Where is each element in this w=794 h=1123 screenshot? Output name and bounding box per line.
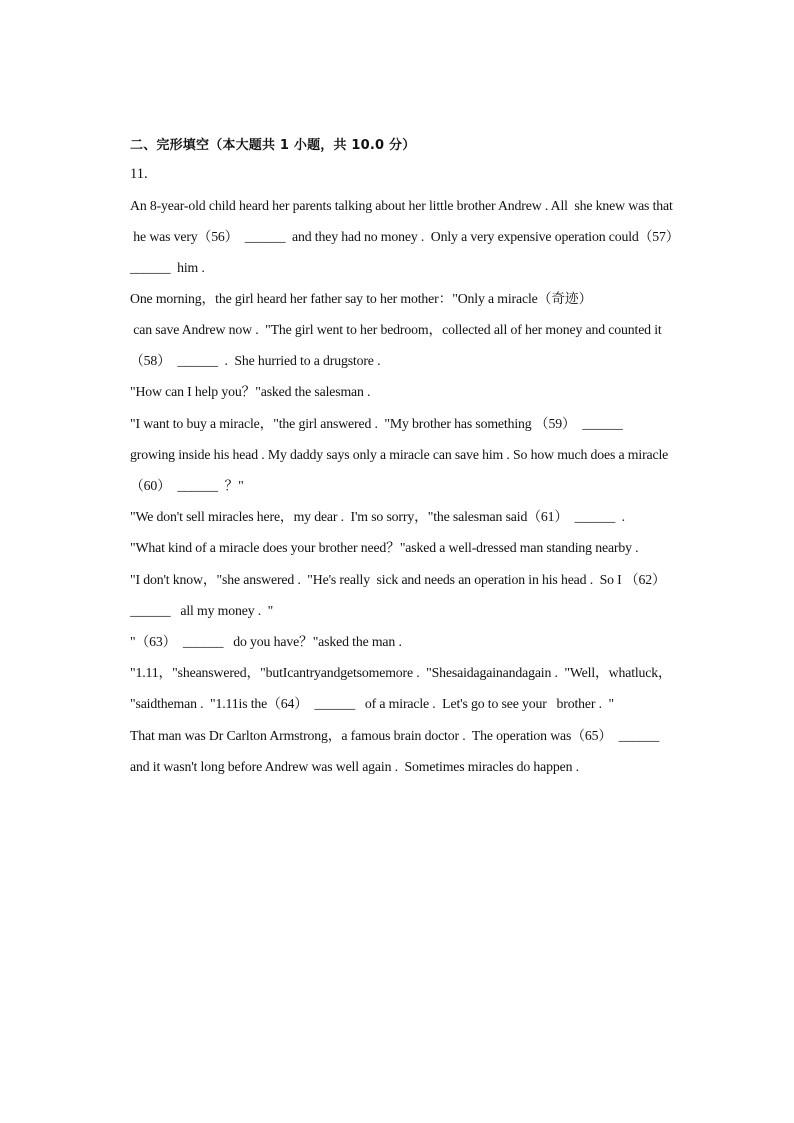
passage-line: "We don't sell miracles here，my dear . I'm so sorry，"the salesman said（61） ______ . <box>130 509 625 524</box>
passage-line: An 8-year-old child heard her parents talking about her little brother Andrew . All she knew was that <box>130 198 673 213</box>
passage-line: "I don't know，"she answered . "He's really sick and needs an operation in his head . So I （62） <box>130 572 666 587</box>
passage-line: and it wasn't long before Andrew was well again . Sometimes miracles do happen . <box>130 759 579 774</box>
passage-line: "（63） ______ do you have？"asked the man . <box>130 634 402 649</box>
passage-line: （58） ______ . She hurried to a drugstore . <box>130 353 381 368</box>
section-title: 二、完形填空（本大题共 1 小题，共 10.0 分） <box>130 138 416 153</box>
passage-line: That man was Dr Carlton Armstrong，a famous brain doctor . The operation was（65） ______ <box>130 728 660 743</box>
passage-line: One morning，the girl heard her father say to her mother："Only a miracle（奇迹） <box>130 291 593 306</box>
passage-line: he was very（56） ______ and they had no money . Only a very expensive operation could（57） <box>130 229 680 244</box>
passage-line: ______ all my money . " <box>130 603 274 618</box>
passage-line: growing inside his head . My daddy says only a miracle can save him . So how much does a miracle <box>130 447 669 462</box>
passage-line: （60） ______ ？" <box>130 478 244 493</box>
passage-line: ______ him . <box>130 260 205 275</box>
passage-line: "1.11，"sheanswered，"butIcantryandgetsomemore . "Shesaidagainandagain . "Well，whatluck， <box>130 665 672 680</box>
question-number: 11. <box>130 166 148 182</box>
passage-line: "How can I help you？"asked the salesman . <box>130 384 371 399</box>
passage-line: "What kind of a miracle does your brother need？"asked a well-dressed man standing nearby . <box>130 540 639 555</box>
passage-line: can save Andrew now . "The girl went to her bedroom，collected all of her money and counted it <box>130 322 662 337</box>
passage-line: "saidtheman . "1.11is the（64） ______ of a miracle . Let's go to see your brother . " <box>130 696 615 711</box>
passage-line: "I want to buy a miracle，"the girl answered . "My brother has something （59） ______ <box>130 416 623 431</box>
